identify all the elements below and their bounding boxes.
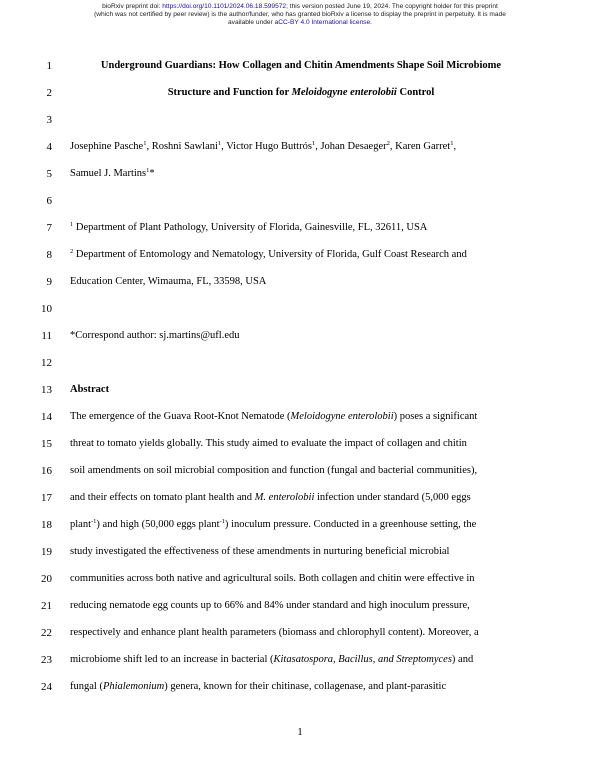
line-number: 12 [41, 357, 52, 369]
line-number: 6 [46, 195, 52, 207]
abstract-line: The emergence of the Guava Root-Knot Nematode (Meloidogyne enterolobii) poses a significant [70, 411, 478, 422]
author-name: Samuel J. Martins [70, 168, 147, 179]
affiliation-2-continued: Education Center, Wimauma, FL, 33598, USA [70, 276, 267, 287]
line-number: 9 [46, 276, 52, 288]
paper-title-line-1: Underground Guardians: How Collagen and Chitin Amendments Shape Soil Microbiome [100, 60, 502, 71]
line-number: 18 [41, 519, 52, 531]
header-line-3: available under aCC-BY 4.0 International license. [228, 19, 372, 26]
header-line-1: bioRxiv preprint doi: https://doi.org/10.1101/2024.06.18.599572; this version posted June 19, 2024. The copyright holder for this preprint [102, 3, 498, 10]
line-number: 11 [41, 330, 52, 342]
abstract-line: fungal (Phialemonium) genera, known for their chitinase, collagenase, and plant-parasitic [70, 681, 447, 692]
author-name: Karen Garret [395, 141, 451, 152]
header-line-2: (which was not certified by peer review) is the author/funder, who has granted bioRxiv a license to display the preprint in perpetuity. It is made [94, 11, 506, 18]
author-name: Josephine Pasche [70, 141, 144, 152]
abstract-line: threat to tomato yields globally. This study aimed to evaluate the impact of collagen and chitin [70, 438, 467, 449]
abstract-line: and their effects on tomato plant health and M. enterolobii infection under standard (5,000 eggs [70, 492, 471, 503]
line-number: 15 [41, 438, 52, 450]
line-number: 19 [41, 546, 52, 558]
author-name: Victor Hugo Buttrós [226, 141, 312, 152]
page-number: 1 [297, 726, 303, 738]
author-list-line-1: Josephine Pasche$^1$, Roshni Sawlani$^1$, Victor Hugo Buttrós$^1$, Johan Desaeger$^2$, Karen Garret$^1$, [70, 140, 457, 152]
line-number: 8 [46, 249, 52, 261]
doi-link[interactable]: https://doi.org/10.1101/2024.06.18.599572 [162, 3, 287, 10]
line-number: 1 [46, 60, 52, 72]
line-number: 10 [41, 303, 52, 315]
abstract-line: soil amendments on soil microbial composition and function (fungal and bacterial communities), [70, 465, 478, 476]
line-number: 21 [41, 600, 52, 612]
abstract-line: reducing nematode egg counts up to 66% and 84% under standard and high inoculum pressure, [70, 600, 470, 611]
abstract-heading: Abstract [70, 384, 110, 395]
line-number: 16 [41, 465, 52, 477]
author-name: Johan Desaeger [320, 141, 387, 152]
abstract-line: communities across both native and agricultural soils. Both collagen and chitin were effective in [70, 573, 475, 584]
paper-title-line-2: Structure and Function for Meloidogyne enterolobii Control [167, 87, 435, 98]
line-number: 3 [46, 114, 52, 126]
line-number: 2 [46, 87, 52, 99]
affiliation-1: $^1$ Department of Plant Pathology, University of Florida, Gainesville, FL, 32611, USA [70, 221, 428, 233]
line-number: 17 [41, 492, 52, 504]
line-number: 5 [46, 168, 52, 180]
author-name: Roshni Sawlani [151, 141, 218, 152]
license-link[interactable]: CC-BY 4.0 International license [278, 19, 371, 26]
line-number: 13 [41, 384, 52, 396]
affiliation-2: $^2$ Department of Entomology and Nematology, University of Florida, Gulf Coast Research and [70, 248, 467, 260]
author-list-line-2: Samuel J. Martins$^1$* [70, 167, 155, 179]
abstract-line: microbiome shift led to an increase in bacterial (Kitasatospora, Bacillus, and Streptomyces) and [70, 654, 474, 665]
line-number: 22 [41, 627, 52, 639]
preprint-header [30, 3, 570, 27]
abstract-line: study investigated the effectiveness of these amendments in nurturing beneficial microbial [70, 546, 450, 557]
line-number: 4 [46, 141, 52, 153]
abstract-line: plant$^{-1}$) and high (50,000 eggs plant$^{-1}$) inoculum pressure. Conducted in a greenhouse setting, the [70, 518, 477, 530]
line-number: 23 [41, 654, 52, 666]
abstract-line: respectively and enhance plant health parameters (biomass and chlorophyll content). Moreover, a [70, 627, 479, 638]
line-number: 24 [41, 681, 52, 693]
line-number: 7 [46, 222, 52, 234]
line-number: 14 [41, 411, 52, 423]
corresponding-author: *Correspond author: sj.martins@ufl.edu [70, 330, 240, 341]
line-number: 20 [41, 573, 52, 585]
